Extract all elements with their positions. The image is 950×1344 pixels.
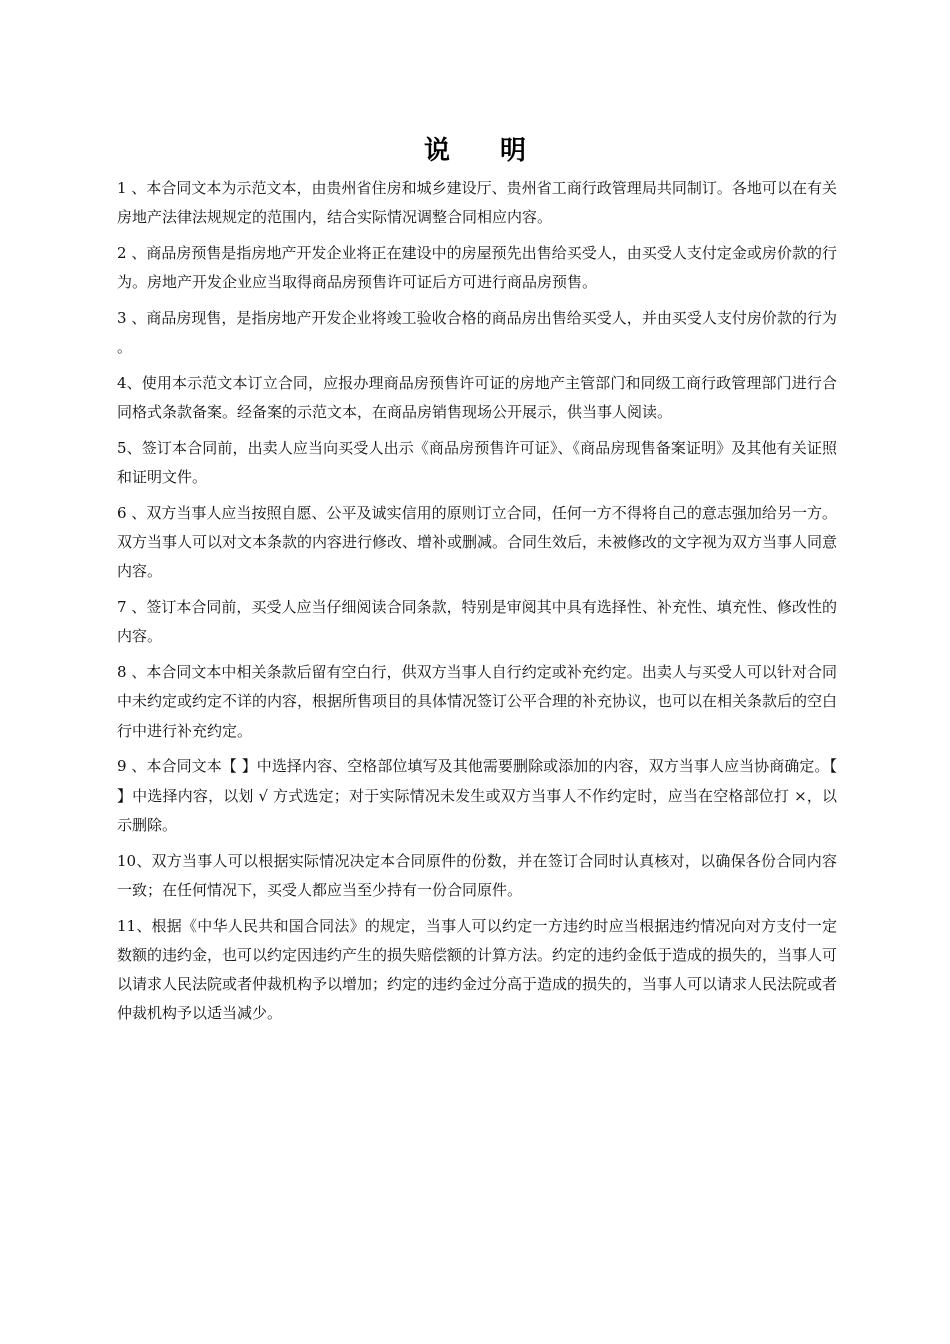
document-body xyxy=(117,174,837,1035)
paragraph-9: 9 、本合同文本【 】中选择内容、空格部位填写及其他需要删除或添加的内容，双方当事人应当协商确定。【 】中选择内容，以划 √ 方式选定；对于实际情况未发生或双方当事人不作约定时，应当在空格部位打 ×，以示删除。 xyxy=(117,757,837,834)
paragraph-6: 6 、双方当事人应当按照自愿、公平及诚实信用的原则订立合同，任何一方不得将自己的意志强加给另一方。双方当事人可以对文本条款的内容进行修改、增补或删减。合同生效后，未被修改的文字视为双方当事人同意内容。 xyxy=(117,504,838,581)
paragraph-8: 8 、本合同文本中相关条款后留有空白行，供双方当事人自行约定或补充约定。出卖人与买受人可以针对合同中未约定或约定不详的内容，根据所售项目的具体情况签订公平合理的补充协议，也可以在相关条款后的空白行中进行补充约定。 xyxy=(117,663,838,740)
paragraph-11: 11、根据《中华人民共和国合同法》的规定，当事人可以约定一方违约时应当根据违约情况向对方支付一定数额的违约金，也可以约定因违约产生的损失赔偿额的计算方法。约定的违约金低于造成的损失的，当事人可以请求人民法院或者仲裁机构予以增加；约定的违约金过分高于造成的损失的，当事人可以请求人民法院或者仲裁机构予以适当减少。 xyxy=(117,916,838,1023)
paragraph-7: 7 、签订本合同前，买受人应当仔细阅读合同条款，特别是审阅其中具有选择性、补充性、填充性、修改性的内容。 xyxy=(117,598,837,646)
paragraph-2: 2 、商品房预售是指房地产开发企业将正在建设中的房屋预先出售给买受人，由买受人支付定金或房价款的行为。房地产开发企业应当取得商品房预售许可证后方可进行商品房预售。 xyxy=(117,244,837,292)
page-title: 说明 xyxy=(423,136,576,166)
paragraph-10: 10、双方当事人可以根据实际情况决定本合同原件的份数，并在签订合同时认真核对，以确保各份合同内容一致；在任何情况下，买受人都应当至少持有一份合同原件。 xyxy=(117,851,837,899)
paragraph-5: 5、签订本合同前，出卖人应当向买受人出示《商品房预售许可证》、《商品房现售备案证明》及其他有关证照和证明文件。 xyxy=(117,439,837,487)
paragraph-1: 1 、本合同文本为示范文本，由贵州省住房和城乡建设厅、贵州省工商行政管理局共同制订。各地可以在有关房地产法律法规规定的范围内，结合实际情况调整合同相应内容。 xyxy=(117,179,837,227)
paragraph-4: 4、使用本示范文本订立合同，应报办理商品房预售许可证的房地产主管部门和同级工商行政管理部门进行合同格式条款备案。经备案的示范文本，在商品房销售现场公开展示，供当事人阅读。 xyxy=(117,374,837,422)
paragraph-3: 3 、商品房现售，是指房地产开发企业将竣工验收合格的商品房出售给买受人，并由买受人支付房价款的行为。 xyxy=(117,309,837,357)
